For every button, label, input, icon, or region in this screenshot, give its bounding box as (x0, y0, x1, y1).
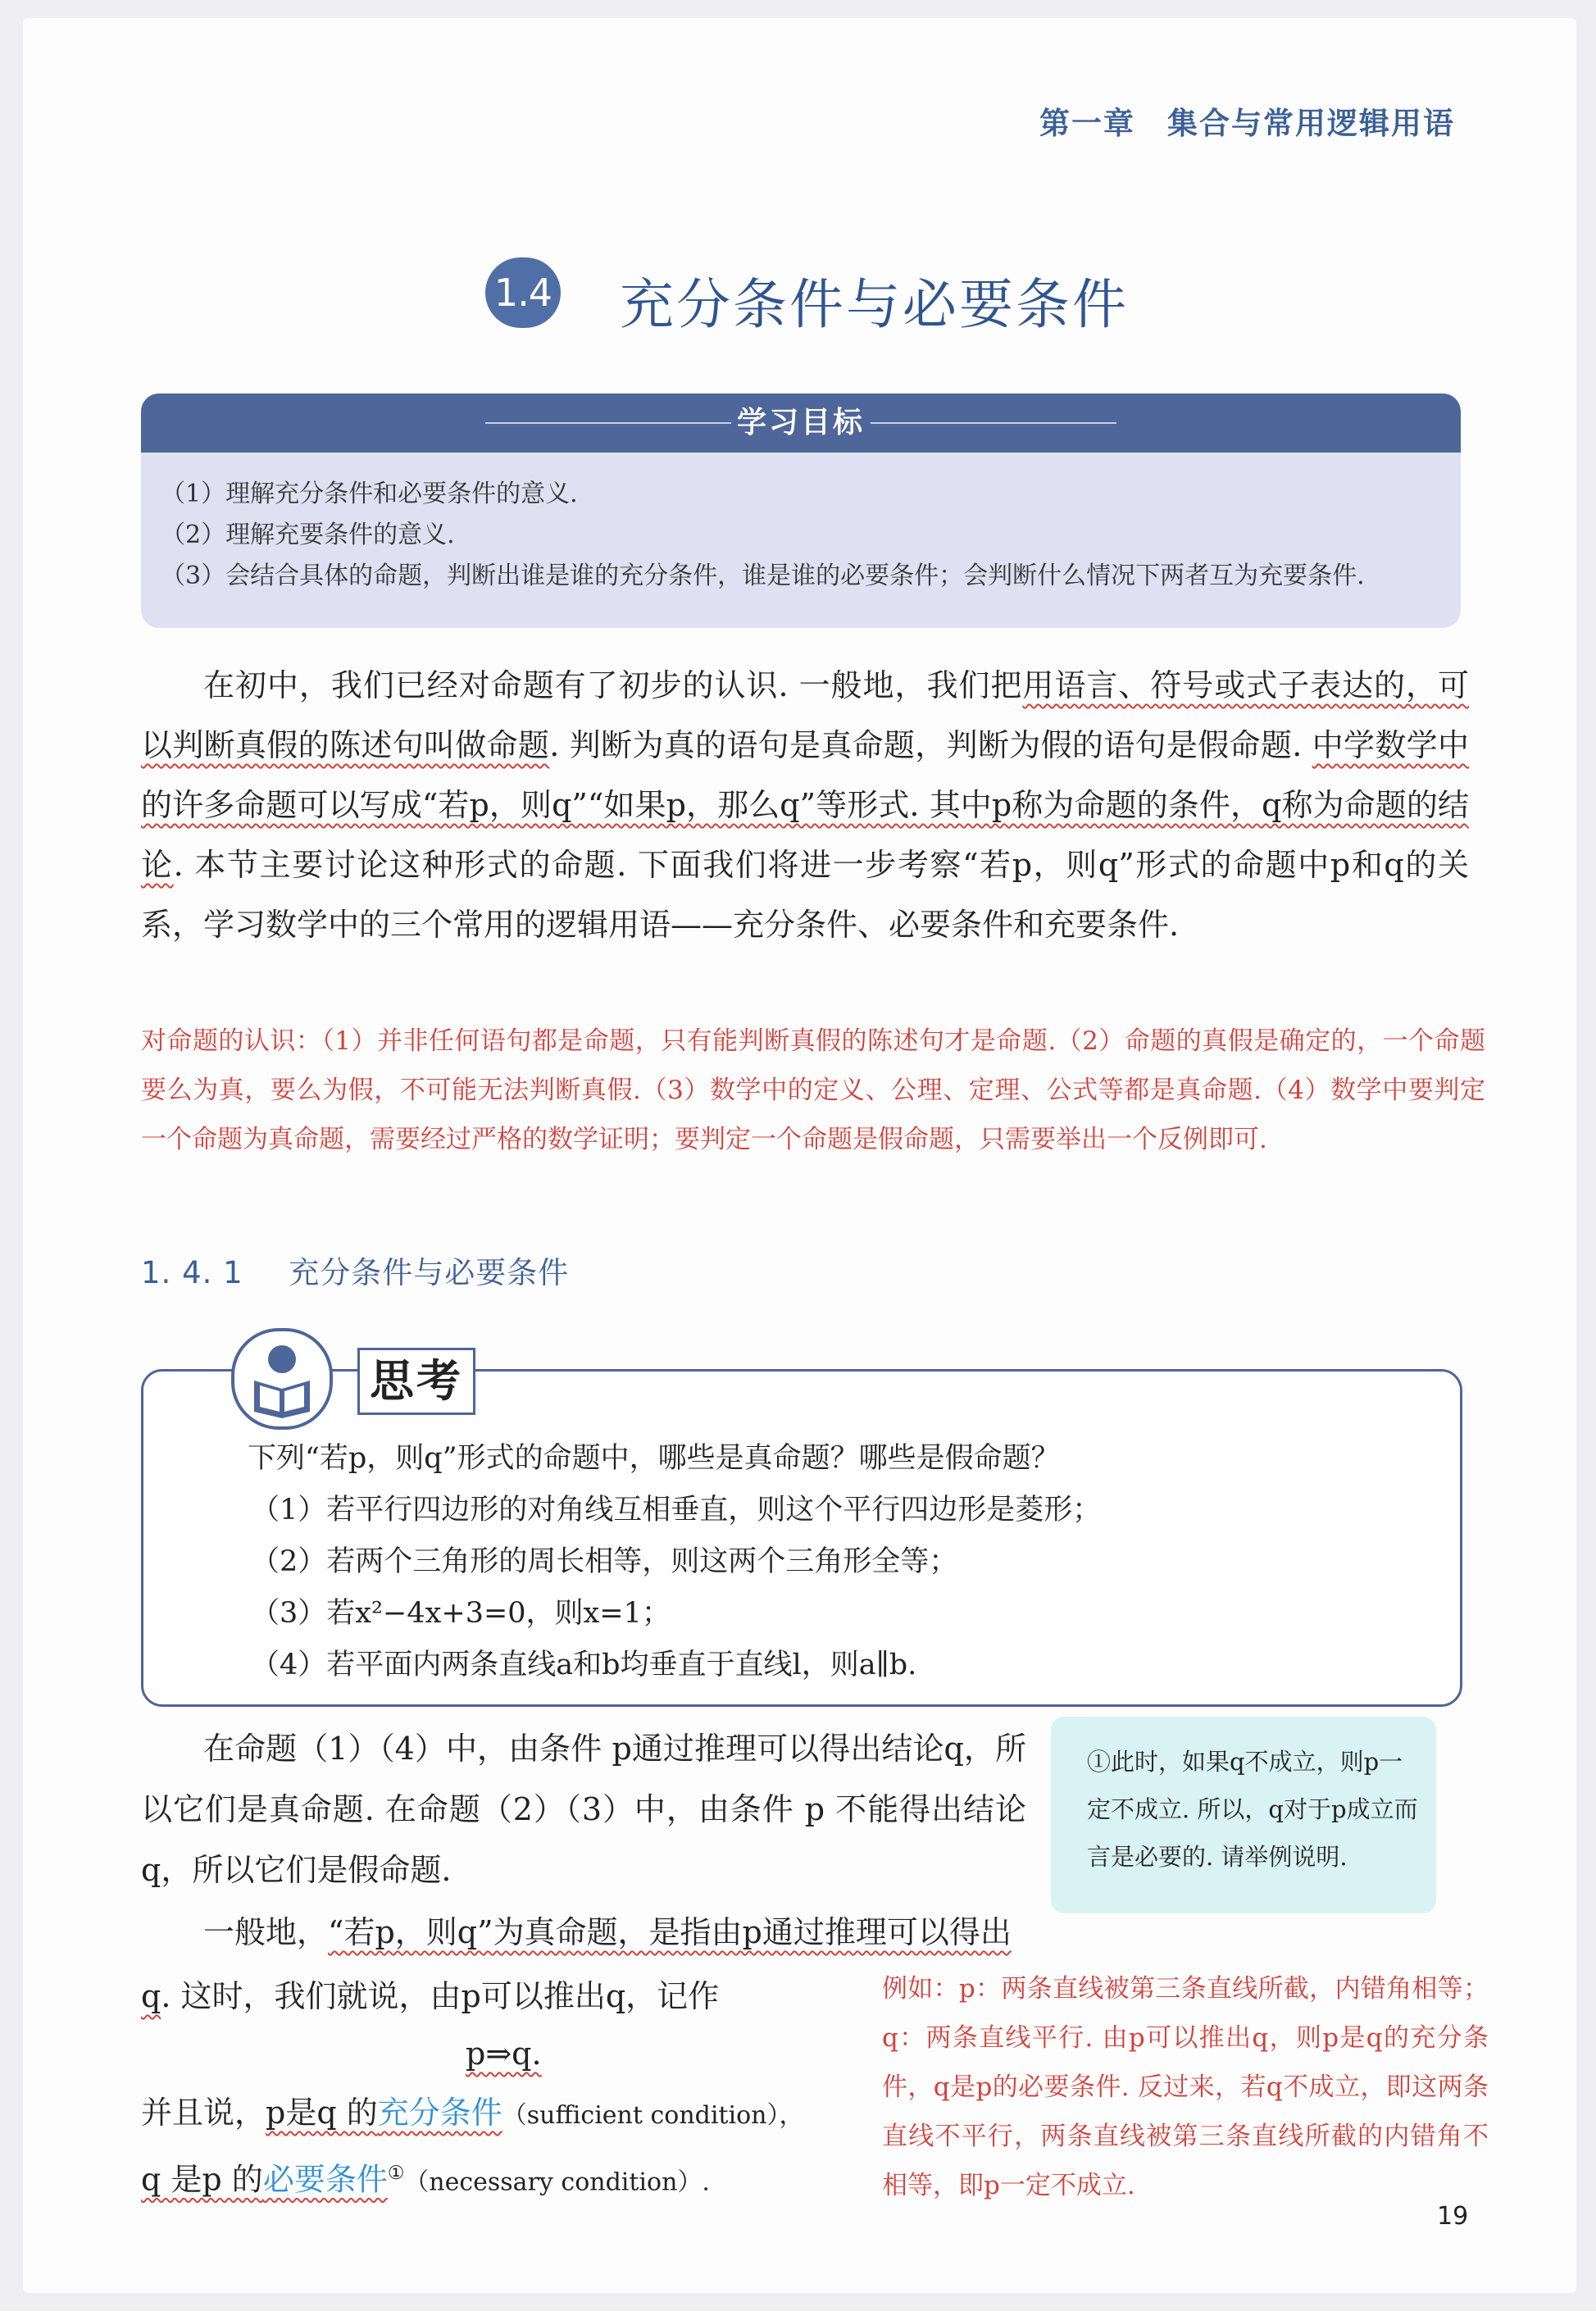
intro-text-underlined: 中学数学中的许多命题可以写成“若p，则q”“如果p，那么q”等形式. 其中p称为命题的条件，q称为命题的结论 (141, 727, 1469, 883)
goal-item: （3）会结合具体的命题，判断出谁是谁的充分条件，谁是谁的必要条件；会判断什么情况下两者互为充要条件. (161, 562, 1365, 590)
think-prompt: 下列“若p，则q”形式的命题中，哪些是真命题？哪些是假命题？ (248, 1442, 1060, 1475)
subsection-heading (141, 1248, 569, 1292)
think-title: 思考 (357, 1348, 475, 1415)
goal-item: （1）理解充分条件和必要条件的意义. (161, 480, 578, 508)
body-text: 并且说， (141, 2095, 266, 2131)
example-annotation: 例如：p：两条直线被第三条直线所截，内错角相等；q：两条直线平行. 由p可以推出q，则p是q的充分条件，q是p的必要条件. 反过来，若q不成立，即这两条直线不平行，两条直线被第三条直线所截的内错角不相等，即p一定不成立. (882, 1974, 1489, 2200)
think-item: （3）若x²−4x+3=0，则x=1； (251, 1597, 671, 1630)
intro-text: . 本节主要讨论这种形式的命题. 下面我们将进一步考察“若p，则q”形式的命题中p和q的关系，学习数学中的三个常用的逻辑用语——充分条件、必要条件和充要条件. (141, 847, 1469, 943)
formula-text: p⇒q. (466, 2036, 542, 2072)
goal-item: （2）理解充要条件的意义. (161, 521, 455, 549)
body-text-underlined: “若p，则q”为真命题，是指由p通过推理可以得出q (141, 1914, 1012, 2014)
reading-person-icon (231, 1328, 333, 1430)
intro-text-underlined: 用语言、符号或式子表达的，可以判断真假的陈述句叫做命题 (141, 667, 1469, 763)
think-content (248, 1433, 1101, 1691)
sufficient-condition-term: 充分条件 (377, 2095, 502, 2131)
body-text-underlined: q 是p 的 (141, 2161, 263, 2198)
english-term: （necessary condition）. (404, 2168, 710, 2197)
think-item: （1）若平行四边形的对角线互相垂直，则这个平行四边形是菱形； (251, 1494, 1102, 1526)
necessary-condition-term: 必要条件 (262, 2161, 388, 2198)
body-text: . 这时，我们就说，由p可以推出q，记作 (161, 1978, 720, 2014)
learning-goals-title: 学习目标 (736, 406, 865, 439)
intro-text: 在初中，我们已经对命题有了初步的认识. 一般地，我们把 (203, 667, 1023, 703)
intro-text: . 判断为真的语句是真命题，判断为假的语句是假命题. (549, 727, 1312, 763)
body-text: 一般地， (203, 1914, 329, 1950)
side-note: ①此时，如果q不成立，则p一定不成立. 所以，q对于p成立而言是必要的. 请举例说明. (1087, 1748, 1418, 1871)
subsection-title: 充分条件与必要条件 (289, 1255, 570, 1290)
think-item: （2）若两个三角形的周长相等，则这两个三角形全等； (251, 1545, 958, 1578)
section-title: 充分条件与必要条件 (620, 273, 1129, 336)
learning-goals-list (161, 474, 1365, 597)
subsection-number: 1. 4. 1 (141, 1255, 243, 1290)
annotation-note: 对命题的认识：（1）并非任何语句都是命题，只有能判断真假的陈述句才是命题.（2）命题的真假是确定的，一个命题要么为真，要么为假，不可能无法判断真假.（3）数学中的定义、公理、定理、公式等都是真命题.（4）数学中要判定一个命题为真命题，需要经过严格的数学证明；要判定一个命题是假命题，只需要举出一个反例即可. (141, 1026, 1485, 1154)
english-term: （sufficient condition）， (502, 2101, 804, 2130)
footnote-marker: ① (387, 2163, 405, 2184)
learning-goals-box (141, 394, 1461, 628)
think-item: （4）若平面内两条直线a和b均垂直于直线l，则a∥b. (251, 1649, 917, 1681)
implication-formula (466, 2023, 712, 2084)
section-number-badge: 1.4 (485, 257, 561, 328)
body-text-underlined: p是q 的 (266, 2095, 378, 2131)
intro-paragraph (141, 656, 1469, 955)
chapter-header: 第一章 集合与常用逻辑用语 (1039, 106, 1455, 141)
body-paragraph: 在命题（1）（4）中，由条件 p通过推理可以得出结论q，所以它们是真命题. 在命题（2）（3）中，由条件 p 不能得出结论q，所以它们是假命题. (141, 1731, 1026, 1888)
learning-goals-header (141, 394, 1461, 453)
section-heading (485, 248, 1223, 336)
textbook-page (23, 18, 1576, 2293)
page-number: 19 (1437, 2202, 1469, 2231)
